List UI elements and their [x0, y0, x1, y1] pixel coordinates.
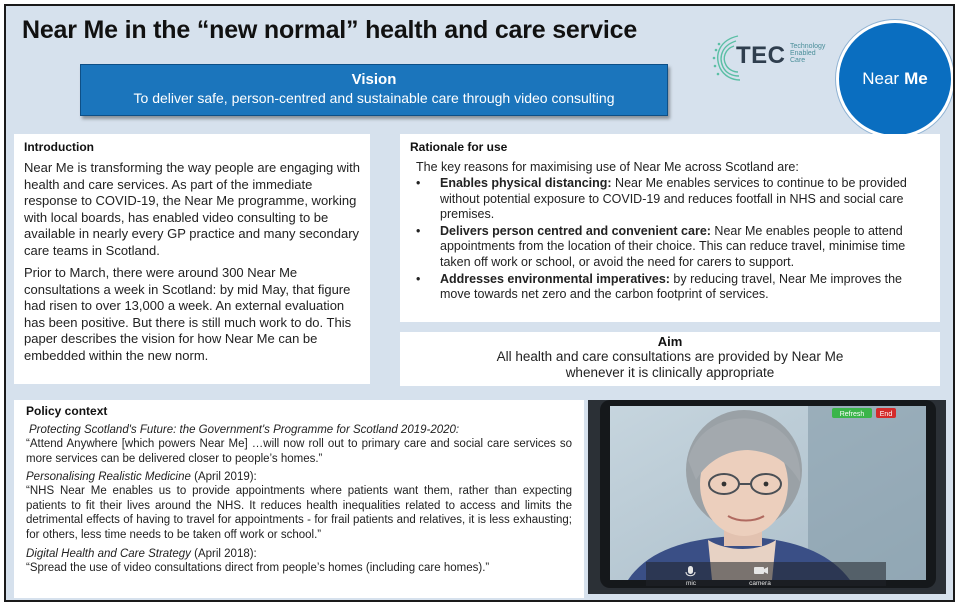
bullet-icon: • — [416, 223, 421, 238]
introduction-panel — [14, 134, 370, 384]
aim-line: All health and care consultations are provided by Near Me — [496, 349, 844, 364]
vision-banner — [80, 64, 668, 116]
rationale-panel — [400, 134, 940, 322]
camera-label: camera — [749, 580, 771, 587]
aim-line: whenever it is clinically appropriate — [565, 365, 775, 380]
mic-label: mic — [685, 580, 697, 587]
rationale-list — [410, 176, 930, 303]
introduction-paragraph: Prior to March, there were around 300 Near Me consultations a week in Scotland: by mid May, that figure had risen to over 13,000 a week. An external evaluation has been positive. But there is still much work to do. This paper describes the vision for how Near Me can be embedded within the new norm. — [24, 265, 352, 363]
poster — [4, 4, 955, 602]
vision-text: To deliver safe, person-centred and sustainable care through video consulting — [133, 90, 615, 106]
video-call-illustration — [588, 400, 946, 594]
video-call-scene — [588, 400, 946, 594]
bullet-icon: • — [416, 271, 421, 286]
rationale-item: • Enables physical distancing: Near Me enables services to continue to be provided without potential exposure to COVID-19 and reduces footfall in NHS and social care premises. — [416, 176, 907, 222]
policy-quote: “Spread the use of video consultations direct from people’s homes (including care homes).” — [26, 561, 490, 574]
rationale-lead: The key reasons for maximising use of Near Me across Scotland are: — [416, 160, 799, 174]
vision-heading: Vision — [351, 71, 397, 88]
page-title: Near Me in the “new normal” health and care service — [22, 16, 638, 44]
refresh-button[interactable]: Refresh — [839, 411, 865, 418]
policy-source: Personalising Realistic Medicine (April 2019): — [26, 471, 257, 484]
aim-panel — [400, 332, 940, 386]
aim-heading: Aim — [657, 334, 683, 349]
tec-subtitle: Technology Enabled Care — [790, 43, 826, 64]
policy-context-panel — [14, 400, 584, 598]
rationale-heading: Rationale for use — [410, 140, 508, 154]
introduction-paragraph: Near Me is transforming the way people are engaging with health and care services. As part of the immediate response to COVID-19, the Near Me programme, working with local boards, has enabled video consulting to be available in nearly every GP practice and many secondary care teams in Scotland. — [24, 160, 361, 258]
tec-wordmark: TEC — [736, 42, 786, 69]
policy-quote: “NHS Near Me enables us to provide appointments where patients want them, rather than expecting patients to fit their lives around the NHS. It reduces health inequalities related to access and limits the detrimental effects of having to travel for appointments - for frail patients and relatives, it is less exhausting; for others, less time needs to be taken off work or school.” — [26, 485, 572, 541]
introduction-heading: Introduction — [24, 140, 94, 154]
policy-source: Digital Health and Care Strategy (April 2018): — [26, 547, 257, 560]
tec-logo — [712, 28, 832, 88]
bullet-icon: • — [416, 176, 421, 190]
rationale-item: • Addresses environmental imperatives: by reducing travel, Near Me improves the move towards net zero and the carbon footprint of services. — [416, 271, 902, 302]
camera-icon[interactable] — [754, 567, 768, 574]
end-call-button[interactable]: End — [879, 411, 893, 418]
near-me-logo: Near Me — [836, 20, 954, 138]
policy-source: Protecting Scotland's Future: the Government's Programme for Scotland 2019-2020: — [29, 424, 460, 436]
policy-heading: Policy context — [26, 404, 108, 418]
policy-quote: “Attend Anywhere [which powers Near Me] …will now roll out to primary care and social care services so more services can be delivered closer to people’s homes.” — [26, 438, 572, 465]
rationale-item: • Delivers person centred and convenient care: Near Me enables people to attend appointments from the location of their choice. This can reduce travel, minimise time taken off work or school, or avoid the need for carers to support. — [416, 223, 906, 269]
